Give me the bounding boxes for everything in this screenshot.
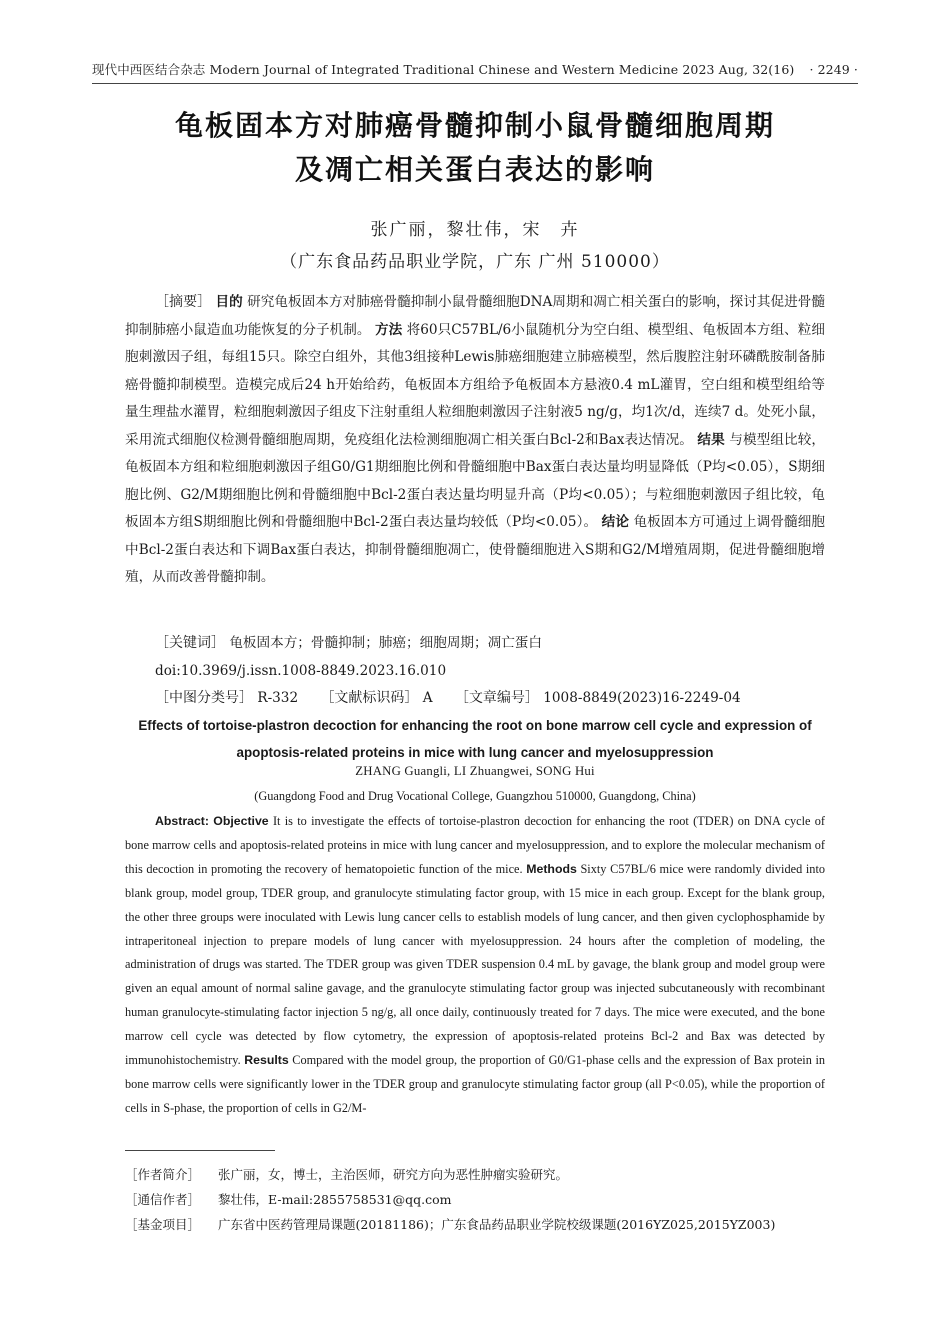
title-cn-line1: 龟板固本方对肺癌骨髓抑制小鼠骨髓细胞周期 — [174, 109, 775, 142]
objective-cn: 研究龟板固本方对肺癌骨髓抑制小鼠骨髓细胞DNA周期和凋亡相关蛋白的影响，探讨其促进骨髓抑制肺癌小鼠造血功能恢复的分子机制。 — [125, 294, 825, 338]
abstract-en — [125, 810, 825, 1121]
keywords-value: 龟板固本方；骨髓抑制；肺癌；细胞周期；凋亡蛋白 — [229, 635, 542, 651]
running-header — [92, 60, 858, 78]
conclusion-key-cn: 结论 — [601, 514, 630, 530]
affiliation-en: (Guangdong Food and Drug Vocational College, Guangzhou 510000, Guangdong, China) — [254, 789, 696, 803]
abstract-cn — [125, 289, 825, 592]
methods-key-en: Methods — [526, 861, 577, 876]
article-meta — [125, 630, 825, 713]
footnote-rule — [125, 1150, 275, 1151]
footnote-label: ［基金项目］ — [125, 1217, 201, 1232]
article-title-en — [100, 712, 850, 766]
article-title-cn — [60, 104, 890, 192]
doi-row — [125, 658, 825, 686]
footnote-value: 黎壮伟，E-mail:2855758531@qq.com — [218, 1192, 452, 1207]
conclusion-cn: 龟板固本方可通过上调骨髓细胞中Bcl-2蛋白表达和下调Bax蛋白表达，抑制骨髓细胞凋亡，使骨髓细胞进入S期和G2/M增殖周期，促进骨髓细胞增殖，从而改善骨髓抑制。 — [125, 514, 825, 585]
results-key-cn: 结果 — [697, 431, 725, 448]
clc-value: R-332 — [257, 690, 299, 706]
results-en: Compared with the model group, the proportion of G0/G1-phase cells and the expression of Bax protein in bone marrow cells were significantly lower in the TDER group and granulocyte stimulating factor group (all P<0.05), while the proportion of cells in S-phase, the proportion of cells in G2/M- — [125, 1053, 826, 1115]
doi-value: doi:10.3969/j.issn.1008-8849.2023.16.010 — [155, 662, 447, 679]
title-en-line1: Effects of tortoise-plastron decoction for enhancing the root on bone marrow cell cycle and expression of — [138, 718, 812, 733]
title-en-line2: apoptosis-related proteins in mice with lung cancer and myelosuppression — [236, 745, 714, 760]
header-rule — [92, 83, 858, 84]
footnote-label: ［通信作者］ — [125, 1192, 201, 1207]
methods-en: Sixty C57BL/6 mice were randomly divided into blank group, model group, TDER group, and granulocyte stimulating factor group, with 15 mice in each group. Except for the blank group, the other three groups were inoculated with Lewis lung cancer cells to establish models of lung cancer, and then given cyclophosphamide by intraperitoneal injection to prepare models of lung cancer with myelosuppression. 24 hours after the completion of modeling, the administration of drugs was started. The TDER group was given TDER suspension 0.4 mL by gavage, the blank group and model group were given an equal amount of normal saline gavage, and the granulocyte stimulating factor group was injected subcutaneously with recombinant human granulocyte-stimulating factor injection 5 ng/g, all once daily, continuously treated for 7 days. The mice were executed, and the bone marrow cell cycle was detected by flow cytometry, the expression of apoptosis-related proteins Bcl-2 and Bax was detected by immunohistochemistry. — [125, 861, 826, 1068]
objective-key-cn: 目的 — [215, 294, 243, 310]
footnote-value: 张广丽，女，博士，主治医师，研究方向为恶性肿瘤实验研究。 — [218, 1167, 569, 1182]
doc-code-label: ［文献标识码］ — [320, 690, 419, 706]
page-number: · 2249 · — [809, 62, 858, 77]
footnotes — [125, 1162, 850, 1237]
footnote-funding — [125, 1212, 850, 1237]
keywords-row — [125, 630, 825, 658]
methods-cn: 将60只C57BL/6小鼠随机分为空白组、模型组、龟板固本方组、粒细胞刺激因子组，每组15只。除空白组外，其他3组接种Lewis肺癌细胞建立肺癌模型，然后腹腔注射环磷酰胺制备肺癌骨髓抑制模型。造模完成后24 h开始给药，龟板固本方组给予龟板固本方悬液0.4 mL灌胃，空白组和模型组给等量生理盐水灌胃，粒细胞刺激因子组皮下注射重组人粒细胞刺激因子注射液5 ng/g，均1次/d，连续7 d。处死小鼠，采用流式细胞仪检测骨髓细胞周期，免疫组化法检测细胞凋亡相关蛋白Bcl-2和Bax表达情况。 — [125, 321, 825, 448]
methods-key-cn: 方法 — [374, 321, 403, 338]
title-cn-line2: 及凋亡相关蛋白表达的影响 — [294, 153, 655, 186]
footnote-label: ［作者简介］ — [125, 1167, 201, 1182]
keywords-label: ［关键词］ — [155, 635, 225, 651]
objective-en: It is to investigate the effects of tortoise-plastron decoction for enhancing the root (TDER) on DNA cycle of bone marrow cells and apoptosis-related proteins in mice with lung cancer and myelosuppression, and to explore the molecular mechanism of this decoction in promoting the recovery of hematopoietic function of the mice. — [125, 814, 826, 876]
objective-key-en: Objective — [213, 814, 269, 828]
classification-row — [125, 685, 825, 713]
footnote-corresponding-author — [125, 1187, 850, 1212]
abstract-en-label: Abstract: — [155, 814, 209, 828]
footnote-value: 广东省中医药管理局课题(20181186)；广东食品药品职业学院校级课题(2016YZ025,2015YZ003) — [218, 1217, 776, 1232]
authors-en: ZHANG Guangli, LI Zhuangwei, SONG Hui — [355, 764, 595, 778]
journal-info: 现代中西医结合杂志 Modern Journal of Integrated Traditional Chinese and Western Medicine 2023 Aug, 32(16) — [92, 62, 795, 77]
authors-cn: 张广丽，黎壮伟，宋 卉 — [370, 220, 580, 240]
article-no-value: 1008-8849(2023)16-2249-04 — [543, 690, 741, 706]
results-key-en: Results — [244, 1053, 289, 1068]
results-cn: 与模型组比较，龟板固本方组和粒细胞刺激因子组G0/G1期细胞比例和骨髓细胞中Bax蛋白表达量均明显降低（P均<0.05），S期细胞比例、G2/M期细胞比例和骨髓细胞中Bcl-2蛋白表达量均明显升高（P均<0.05）；与粒细胞刺激因子组比较，龟板固本方组S期细胞比例和骨髓细胞中Bcl-2蛋白表达量均较低（P均<0.05）。 — [125, 431, 826, 530]
doc-code-value: A — [422, 690, 433, 706]
footnote-author-bio — [125, 1162, 850, 1187]
article-no-label: ［文章编号］ — [454, 690, 539, 706]
clc-label: ［中图分类号］ — [155, 690, 253, 706]
abstract-cn-label: ［摘要］ — [155, 294, 212, 310]
affiliation-cn: （广东食品药品职业学院，广东 广州 510000） — [280, 252, 670, 272]
